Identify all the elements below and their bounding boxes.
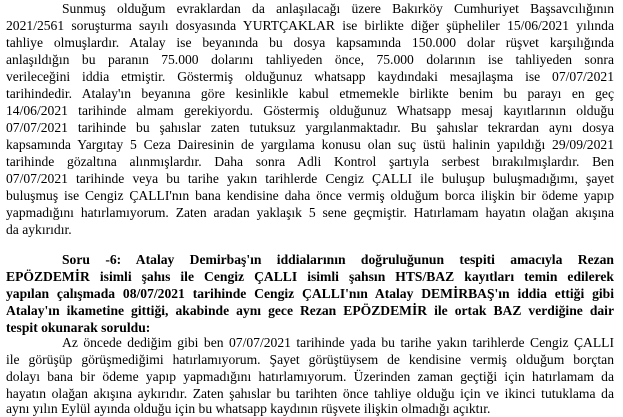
text-line: yapmadığını hatırlamıyorum. Zaten aradan yaklaşık 5 sene geçmiştir. Hatırlamam hayatın olağan akışına [6,205,614,220]
text-line: Sunmuş olduğum evraklardan da anlaşılacağı üzere Bakırköy Cumhuriyet Başsavcılığının [62,1,614,16]
answer-line: hayatın olağan akışına aykırıdır. Zaten şahıslar bu tarihten önce tahliye olduğu için ve ikinci tutuklama da [6,386,614,401]
question-line: Soru -6: Atalay Demirbaş'ın iddialarının doğruluğunun tespiti amacıyla Rezan [62,252,614,267]
question-line: tespit okunarak soruldu: [6,320,151,335]
question-line: yapılan çalışmada 08/07/2021 tarihinde Cengiz ÇALLI'nın Atalay DEMİRBAŞ'ın iddia ettiği gibi [6,286,614,301]
answer-line: ile görüşüp görüşmediğimi hatırlamıyorum. Şayet görüştüysem de kendisine vermiş olduğum borçtan [6,352,614,367]
question-line: Atalay'ın ikametine gittiği, akabinde aynı gece Rezan EPÖZDEMİR ile ortak BAZ verdiğine dair [6,303,614,318]
text-line: buluşmuş ise Cengiz ÇALLI'nın bana kendisine daha önce vermiş olduğum borca ilişkin bir ödeme yapıp [6,188,614,203]
answer-line: Az öncede dediğim gibi ben 07/07/2021 tarihinde yada bu tarihe yakın tarihlerde Cengiz ÇALLI [62,335,614,350]
text-line: 2021/2561 soruşturma sayılı dosyasında YURTÇAKLAR ise birlikte diğer şüpheliler 15/06/2021 yılında [6,18,614,33]
text-line: tahliye olmuşlardır. Atalay ise beyanında bu dosya kapsamında 150.000 dolar rüşvet karşılığında [6,35,614,50]
text-line: kapsamında Yargıtay 5 Ceza Dairesinin de yargılama konusu olan suç üstü halinin yapıldığı 29/09/2021 [6,137,614,152]
answer-line: dolayı bana bir ödeme yapıp yapmadığını hatırlamıyorum. Üzerinden zaman geçtiği için hatırlamam da [6,369,614,384]
text-line: tarihinde gözaltına alınmışlardır. Daha sonra Adli Kontrol şartıyla serbest bırakılmışlardır. Ben [6,154,614,169]
text-line: 07/07/2021 tarihinde bu şahıslar zaten tutuksuz yargılanmaktadır. Bu şahıslar tekrardan aynı dosya [6,120,614,135]
question-line: EPÖZDEMİR isimli şahıs ile Cengiz ÇALLI isimli şahsın HTS/BAZ kayıtları temin edilerek [6,269,614,284]
text-line: da aykırıdır. [6,222,72,237]
text-line: 07/07/2021 tarihinde veya bu tarihe yakın tarihlerde Cengiz ÇALLI ile buluşup buluşmadığımı, şayet [6,171,614,186]
text-line: 14/06/2021 tarihinde almam gerekiyordu. Göstermiş olduğunuz Whatsapp mesaj kayıtlarının olduğu [6,103,614,118]
text-line: tarihindedir. Atalay'ın beyanına göre kesinlikle kabul etmemekle birlikte benim bu parayı en geç [6,86,614,101]
answer-line: aynı yılın Eylül ayında olduğu için bu whatsapp kaydının rüşvete ilişkin olmadığı açıktır. [6,401,491,416]
text-line: anlaşıldığın bu paranın 75.000 dolarını tahliyeden önce, 75.000 dolarının ise tahliyeden sonra [6,52,614,67]
text-line: verileceğini iddia etmiştir. Göstermiş olduğunuz whatsapp kaydındaki mesajlaşma ise 07/07/2021 [6,69,614,84]
